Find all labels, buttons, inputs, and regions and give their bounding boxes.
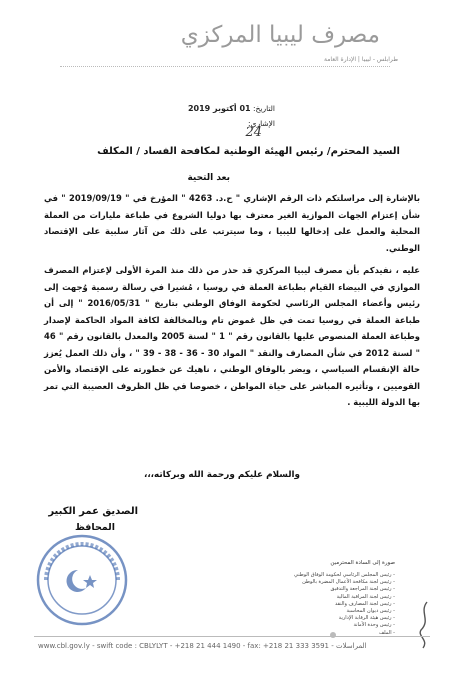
closing-line: والسلام عليكم ورحمة الله وبركاته،،، bbox=[144, 470, 300, 480]
list-item: - رئيس لجنة المصارف والنقد bbox=[245, 601, 395, 608]
footer-contact: www.cbl.gov.ly - swift code : CBLYLYT - +218 21 444 1490 - fax: +218 21 333 3591 - المراسلات bbox=[38, 642, 367, 650]
signatory-name: الصديق عمر الكبير bbox=[48, 506, 138, 517]
ref-value: 24 bbox=[245, 125, 262, 140]
list-item: - رئيس ديوان المحاسبة bbox=[245, 608, 395, 615]
paragraph-2: عليه ، نفيدكم بأن مصرف ليبيا المركزي قد حذر من ذلك منذ المرة الأولى لإعتزام المصرف الموازي في البيضاء القيام بطباعة العملة في روسيا ، مُشيرا في رسالة رسمية وُجهت إلى رئيس وأعضاء المجلس الرئاسي لحكومة الوفاق الوطني بتاريخ " 2016/05/31 " إلى أن طباعة العملة في روسيا تمت في ظل غموض تام وبالمخالفة لكافة المواد الحاكمة لإصدار وطباعة العملة المنصوص عليها بالقانون رقم " 1 " لسنة 2005 والمعدل بالقانون رقم " 46 " لسنة 2012 في شأن المصارف والنقد " المواد 30 - 36 - 38 - 39 " ، وأن ذلك العمل يُعزز حالة الإنقسام السياسي ، ويضر بالوفاق الوطني ، ناهيك عن خطورته على الإقتصاد والأمن القوميين ، وتأثيره المباشر على حياة المواطن ، خصوصا في ظل الظروف العصيبة التي تمر بها الدولة الليبية . bbox=[44, 265, 420, 407]
copies-heading: صورة إلى السادة المحترمين bbox=[330, 560, 395, 566]
list-item: - رئيس وحدة الأمانة bbox=[245, 622, 395, 629]
signatory-title: المحافظ bbox=[75, 522, 115, 533]
footer-dot-icon bbox=[330, 632, 336, 638]
letterhead-subtitle: طرابلس - ليبيا | الإدارة العامة bbox=[324, 56, 398, 63]
date-label: التاريخ: bbox=[253, 104, 275, 113]
letterhead-divider bbox=[60, 66, 390, 67]
ref-label: الإشاري: bbox=[248, 119, 275, 128]
list-item: - رئيس هيئة الرقابة الإدارية bbox=[245, 615, 395, 622]
official-seal-icon bbox=[32, 530, 132, 630]
addressee: السيد المحترم/ رئيس الهيئة الوطنية لمكافحة الفساد / المكلف bbox=[97, 146, 400, 157]
greeting: بعد التحية bbox=[187, 173, 230, 183]
list-item: - رئيس المجلس الرئاسي لحكومة الوفاق الوطني bbox=[245, 572, 395, 579]
paragraph-1: بالإشارة إلى مراسلتكم ذات الرقم الإشاري " ح.د. 4263 " المؤرخ في " 2019/09/19 " في شأن إعتزام الجهات الموازية الغير معترف بها دوليا الشروع في طباعة مليارات من العملة المحلية والعمل على إدخالها لليبيا ، وما سيترتب على ذلك من آثار سلبية على الإقتصاد الوطني. bbox=[44, 193, 420, 253]
list-item: - رئيس لجنة مكافحة الأعمال المضرة بالوطن bbox=[245, 579, 395, 586]
list-item: - رئيس لجنة المراجعة والتدقيق bbox=[245, 586, 395, 593]
list-item: - رئيس لجنة المراقبة المالية bbox=[245, 594, 395, 601]
list-item: - الملف bbox=[245, 630, 395, 637]
letterhead-title: مصرف ليبيا المركزي bbox=[180, 22, 380, 48]
date-value: 01 أكتوبر 2019 bbox=[187, 104, 251, 113]
footer-divider bbox=[34, 636, 430, 637]
copies-list bbox=[245, 572, 395, 637]
date-line bbox=[188, 104, 275, 113]
